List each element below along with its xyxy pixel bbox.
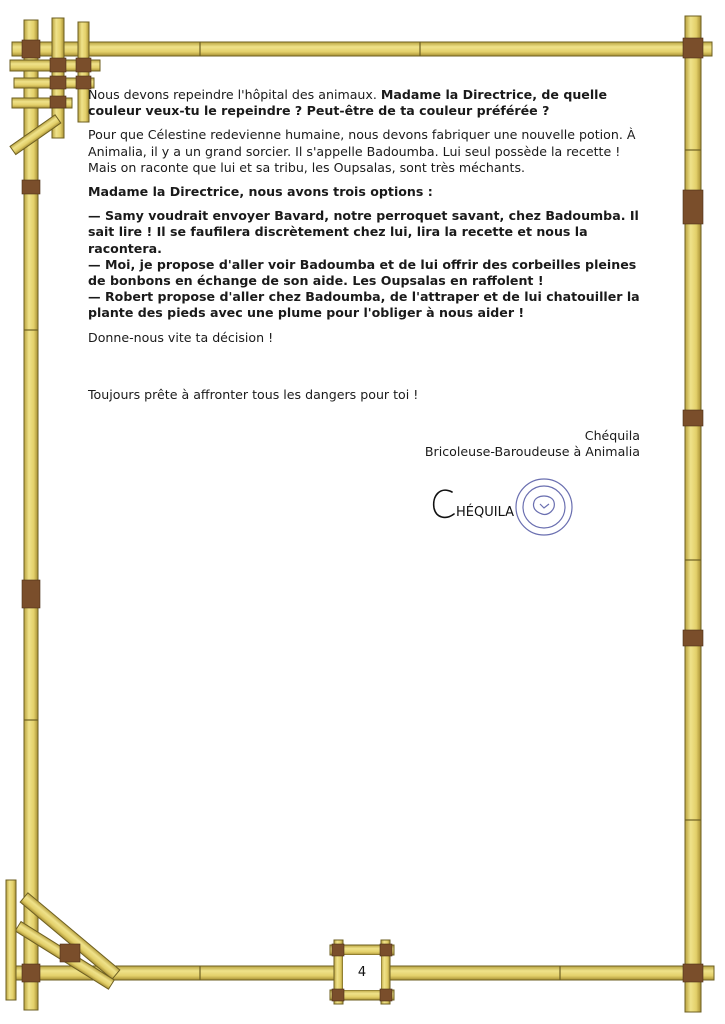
paragraph-2: Pour que Célestine redevienne humaine, nous devons fabriquer une nouvelle potion. À Animalia, il y a un grand sorcier. Il s'appelle Badoumba. Lui seul possède la recette ! Mais on raconte que lui et sa tribu, les Oupsalas, sont très méchants. [88,127,636,175]
paragraph-decision: Donne-nous vite ta décision ! [88,329,274,345]
bamboo-right [685,16,701,1012]
paragraph-1 [88,87,640,119]
option-1: — Samy voudrait envoyer Bavard, notre perroquet savant, chez Badoumba. Il sait lire ! Il se faufilera discrètement chez lui, lira la recette et nous la racontera. [88,208,639,256]
paragraph-options-intro: Madame la Directrice, nous avons trois options : [88,184,433,200]
paragraph-1-question: Madame la Directrice, de quelle couleur veux-tu le repeindre ? Peut-être de ta couleur préférée ? [88,87,608,119]
option-2: — Moi, je propose d'aller voir Badoumba et de lui offrir des corbeilles pleines de bonbons en échange de son aide. Les Oupsalas en raffolent ! [88,256,637,289]
page-number: 4 [357,965,367,980]
signature-title: Bricoleuse-Baroudeuse à Animalia [424,444,640,460]
bamboo-top [12,42,712,56]
paragraph-1-text: Nous devons repeindre l'hôpital des animaux. [88,87,381,102]
bamboo-left [24,20,38,1010]
signature-name: Chéquila [584,428,640,443]
letter-body [88,87,640,346]
closing-line [88,387,640,403]
signature-text: HÉQUILA [456,505,515,520]
handwritten-signature [434,490,454,517]
signature-block [425,428,640,460]
stamp-seal [516,479,572,535]
option-3: — Robert propose d'aller chez Badoumba, de l'attraper et de lui chatouiller la plante des pieds avec une plume pour l'obliger à nous aider ! [88,289,640,321]
closing-text: Toujours prête à affronter tous les dangers pour toi ! [88,387,419,402]
